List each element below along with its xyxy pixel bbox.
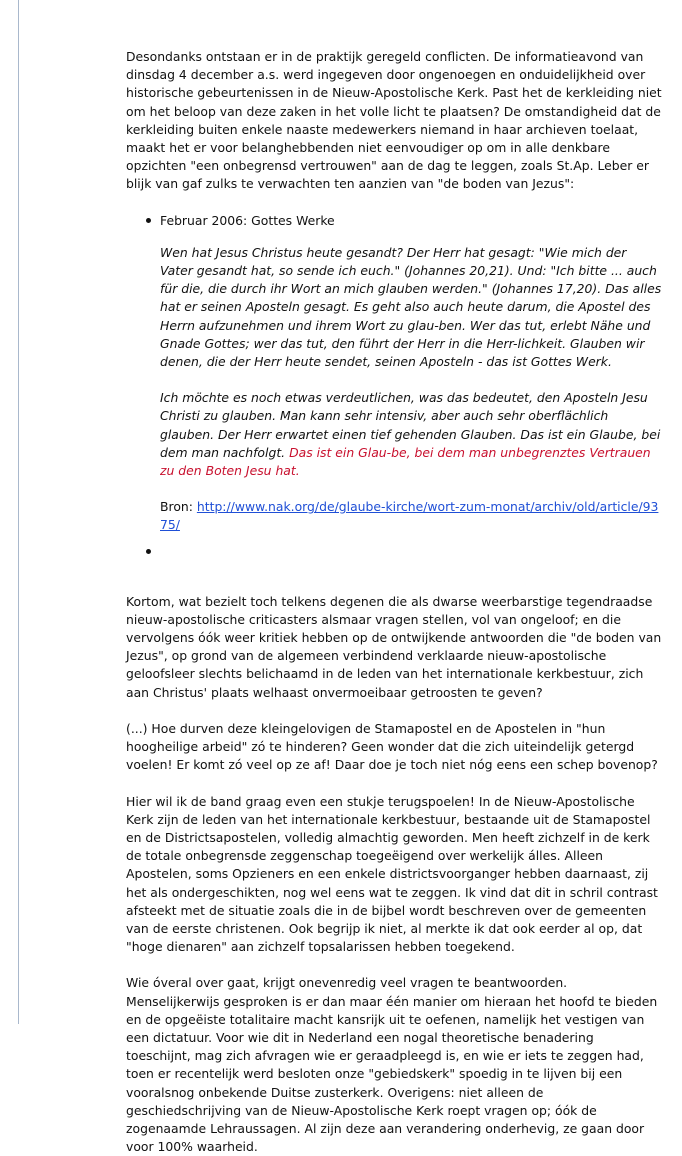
paragraph-dictatuur: Wie óveral over gaat, krijgt onevenredig veel vragen te beantwoorden. Menselijkerwijs gesproken is er dan maar één manier om hieraan het hoofd te bieden en de opgeëiste totalitaire macht kansrijk uit te oefenen, namelijk het vestigen van een dictatuur. Voor wie dit in Nederland een nogal theoretische benadering toeschijnt, mag zich afvragen wie er geraadpleegd is, en wie er iets te zeggen had, toen er recentelijk werd besloten onze "gebiedskerk" spoedig in te lijven bij een vooralsnog onbekende Duitse zusterkerk. Overigens: niet alleen de geschiedschrijving van de Nieuw-Apostolische Kerk roept vragen op; óók de zogenaamde Lehraussagen. Al zijn deze aan verandering onderhevig, ze gaan door voor 100% waarheid. [126, 975, 658, 1155]
bullet-icon [146, 218, 151, 223]
quote-heading: Februar 2006: Gottes Werke [160, 212, 335, 228]
page-margin-rule [18, 0, 19, 1024]
quote-paragraph-2 [160, 389, 662, 480]
paragraph-terugspoelen: Hier wil ik de band graag even een stukje terugspoelen! In de Nieuw-Apostolische Kerk zijn de leden van het internationale kerkbestuur, bestaande uit de Stamapostel en de Districtsapostelen, volledig almachtig geworden. Men heeft zichzelf in de kerk de totale onbegrensde zeggenschap toegeëigend over werkelijk álles. Alleen Apostelen, soms Opzieners en een enkele districtsvoorganger hebben daarnaast, zij het als ondergeschikten, nog wel eens wat te zeggen. Ik vind dat dit in schril contrast afsteekt met de situatie zoals die in de bijbel wordt beschreven over de gemeenten van de eerste christenen. Ook begrijp ik niet, al merkte ik dat ook eerder al op, dat "hoge dienaren" aan zichzelf topsalarissen hebben toegekend. [126, 793, 658, 955]
empty-list-item [160, 543, 662, 561]
paragraph-hoe-durven: (...) Hoe durven deze kleingelovigen de Stamapostel en de Apostelen in "hun hoogheilige arbeid" zó te hinderen? Geen wonder dat die zich uiteindelijk getergd voelen! Er komt zó veel op ze af! Daar doe je toch niet nóg eens een schep bovenop? [126, 720, 658, 773]
bullet-icon [146, 549, 151, 554]
quote-paragraph-2-text: Ich möchte es noch etwas verdeutlichen, was das bedeutet, den Aposteln Jesu Christi zu glauben. Man kann sehr intensiv, aber auch sehr oberflächlich glauben. Der Herr erwartet einen tief gehenden Glauben. Das ist ein Glaube, bei dem man nachfolgt. [160, 390, 661, 460]
quote-list [126, 212, 662, 561]
quote-paragraph-1: Wen hat Jesus Christus heute gesandt? Der Herr hat gesagt: "Wie mich der Vater gesandt hat, so sende ich euch." (Johannes 20,21). Und: "Ich bitte ... auch für die, die durch ihr Wort an mich glauben werden." (Johannes 17,20). Das alles hat er seinen Aposteln gesagt. Es geht also auch heute darum, die Apostel des Herrn aufzunehmen und ihrem Wort zu glau-ben. Wer das tut, erlebt Nähe und Gnade Gottes; wer das tut, den führt der Herr in die Herr-lichkeit. Glauben wir denen, die der Herr heute sendet, seinen Aposteln - das ist Gottes Werk. [160, 244, 662, 370]
intro-paragraph: Desondanks ontstaan er in de praktijk geregeld conflicten. De informatieavond van dinsdag 4 december a.s. werd ingegeven door ongenoegen en onduidelijkheid over historische gebeurtenissen in de Nieuw-Apostolische Kerk. Past het de kerkleiding niet om het beloop van deze zaken in het volle licht te plaatsen? De omstandigheid dat de kerkleiding buiten enkele naaste medewerkers niemand in haar archieven toelaat, maakt het er voor belanghebbenden niet eenvoudiger op om in alle denkbare opzichten "een onbegrensd vertrouwen" aan de dag te leggen, zoals St.Ap. Leber er blijk van gaf zulks te verwachten ten aanzien van "de boden van Jezus": [126, 49, 662, 192]
paragraph-kortom: Kortom, wat bezielt toch telkens degenen die als dwarse weerbarstige tegendraadse nieuw-apostolische criticasters alsmaar vragen stellen, vol van ongeloof; en die vervolgens óók weer kritiek hebben op de ontwijkende antwoorden die "de boden van Jezus", op grond van de algemeen verbindend verklaarde nieuw-apostolische geloofsleer slechts belichaamd in de leden van het internationale kerkbestuur, zich aan Christus' plaats welhaast onvermoeibaar getroosten te geven? [126, 593, 662, 700]
source-link[interactable]: http://www.nak.org/de/glaube-kirche/wort-zum-monat/archiv/old/article/9375/ [160, 499, 659, 533]
quote-source [160, 498, 662, 534]
source-label: Bron: [160, 499, 197, 515]
quote-item [160, 212, 662, 535]
quote-highlight: Das ist ein Glau-be, bei dem man unbegrenztes Vertrauen zu den Boten Jesu hat. [160, 444, 651, 479]
article-body [126, 48, 662, 1156]
